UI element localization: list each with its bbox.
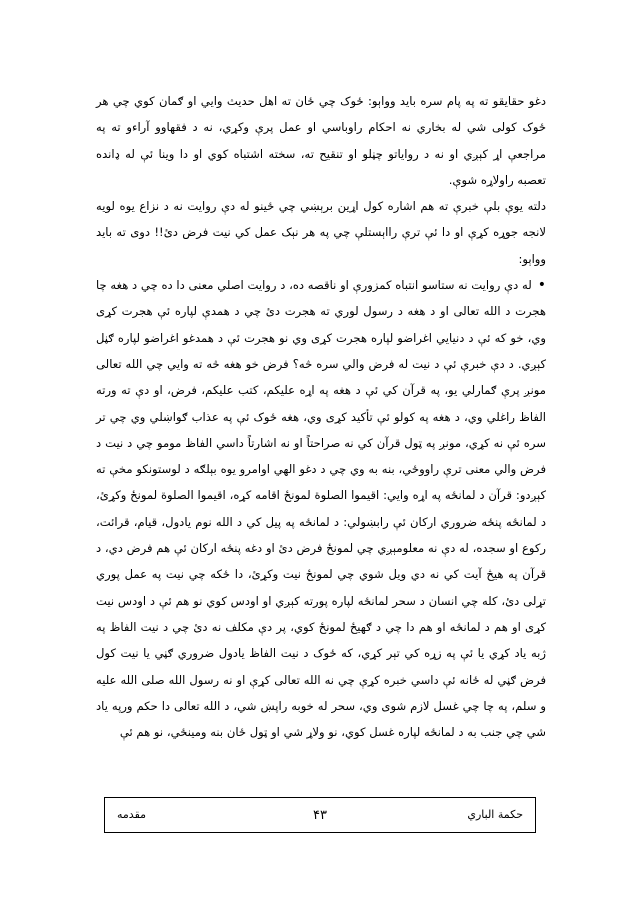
bullet-paragraph-text: له دې روايت نه ستاسو انتباه کمزورې او ناقصه ده، د روايت اصلي معنی دا ده چي د هغه چا هجرت د الله تعالی او د هغه د رسول لوري ته هجرت دئ چي د همدې لپاره ئې هجرت کړی وي، خو که ئې د دنيايي اغراضو لپاره هجرت کړی وي نو هجرت ئې د همدغو اغراضو لپاره ګڼل کېږي. د دې خبرې ئې د نيت له فرض والي سره څه؟ فرض خو هغه څه ته وايي چي الله تعالی مونږ پرې ګمارلي يو، په قرآن کي ئې د هغه په اړه عليکم، کتب عليکم، فرض، او دې ته ورته الفاظ راغلي وي، د هغه په کولو ئې تأکيد کړی وي، هغه ځوک ئې په عذاب ګواښلي وي چي تر سره ئې نه کړي، مونږ په ټول قرآن کي نه صراحتاً او نه اشارتاً داسي الفاظ مومو چي د نيت د فرض والي معنی ترې راووځي، بنه به وي چي د دغو الهي اوامرو يوه بېلګه د لوستونکو مخې ته کېږدو: قرآن د لمانځه په اړه وايي: اقيموا الصلوة لمونځ اقامه کړه، اقيموا الصلوة لمونځ وکړئ، د لمانځه پنځه ضروري ارکان ئې رابښولي: د لمانځه په پيل کي د الله نوم يادول، قيام، قرائت، رکوع او سجده، له دې نه معلومېږي چي لمونځ فرض دئ او دغه پنځه ارکان ئې هم فرض دي، د قرآن په هيڅ آيت کي نه دي ويل شوي چي لمونځ نيت وکړئ، دا ځکه چي نيت په عمل پوري تړلی دئ، کله چي انسان د سحر لمانځه لپاره پورته کېږي او اودس کوي نو هم ئې د اودس نيت کړی او هم د لمانځه او هم دا چي د ګهيځ لمونځ کوي، پر دې مکلف نه دئ چي د نيت الفاظ په ژبه ياد کړي يا ئې په زړه کي تېر کړي، که ځوک د نيت الفاظ يادول ضروري ګڼي يا نيت کول فرض ګڼي له ځانه ئې داسي خبره کړې چي نه الله تعالی کړې او نه رسول الله صلی الله عليه و سلم، په چا چي غسل لازم شوی وي، سحر له خوبه راپښ شي، د الله تعالی دا حکم ورپه ياد شي چي جنب به د لمانځه لپاره غسل کوي، نو ولاړ شي او ټول ځان بنه ومينځي، نو هم ئې	[96, 278, 546, 740]
footer-page-number: ۴۳	[313, 808, 327, 823]
paragraph-2: دلته يوې بلې خبرې ته هم اشاره کول اړين برېښي چي ځينو له دې روايت نه د نزاع يوه لويه لانجه جوړه کړې او دا ئې ترې رااېستلې چي په هر نېک عمل کي نيت فرض دئ!! دوی ته بايد وواېو:	[96, 199, 546, 266]
footer-section-title: مقدمه	[117, 808, 147, 821]
page-footer	[104, 797, 536, 833]
bullet-icon: •	[537, 277, 546, 294]
paragraph-1: دغو حقايقو ته په پام سره بايد وواېو: ځوک چي ځان ته اهل حديث وايي او ګمان کوي چي هر ځوک کولی شي له بخاري نه احکام راوباسي او عمل پرې وکړي، نه د فقهاوو آراءو ته په مراجعې اړ کېږي او نه د روایاتو چڼلو او تنقيح ته، سخته اشتباه کوي او دا وينا ئې له ډانده تعصبه راولاړه شوې.	[96, 94, 546, 187]
footer-book-title: حکمة الباري	[467, 808, 523, 821]
page-body	[96, 88, 546, 745]
bullet-paragraph	[96, 272, 546, 745]
